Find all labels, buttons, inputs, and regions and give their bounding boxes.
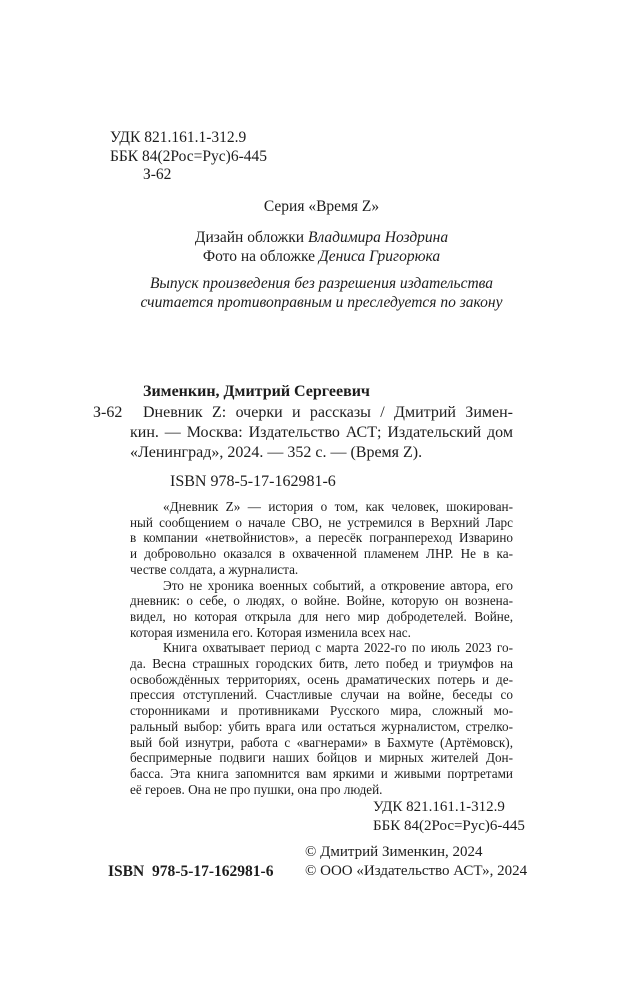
cover-photo-label: Фото на обложке bbox=[202, 248, 319, 265]
text-line: басса. Эта книга запомнится вам яркими и живыми портретами bbox=[130, 765, 513, 781]
isbn-bottom: ISBN 978-5-17-162981-6 bbox=[108, 863, 274, 880]
copyright-author: © Дмитрий Зименкин, 2024 bbox=[305, 844, 483, 860]
text-line: «Ленинград», 2024. — 352 с. — (Время Z). bbox=[130, 444, 423, 461]
cover-design-label: Дизайн обложки bbox=[194, 229, 308, 246]
text-line: ральный выбор: убить врага или остаться журналистом, стрелко- bbox=[130, 718, 513, 734]
text-line: сторонниками и противниками Русского мира, сложный мо- bbox=[130, 703, 513, 719]
bottom-classification-codes bbox=[373, 798, 525, 835]
text-line: и добровольно оказался в охваченной пламенем ЛНР. Не в ка- bbox=[130, 546, 513, 562]
bbk-code: ББК 84(2Рос=Рус)6-445 bbox=[110, 147, 267, 165]
cover-photographer-name: Дениса Григорюка bbox=[318, 248, 441, 265]
legal-notice bbox=[130, 274, 513, 312]
text-line: ный сообщением о начале СВО, не устремился в Верхний Ларс bbox=[130, 514, 513, 530]
text-line: да. Весна страшных городских битв, лето побед и триумфов на bbox=[130, 656, 513, 672]
annotation bbox=[130, 499, 513, 797]
text-line: видел, но которая открыла для него мир добродетелей. Войне, bbox=[130, 608, 513, 624]
cover-design-credit bbox=[130, 228, 513, 247]
author-heading: Зименкин, Дмитрий Сергеевич bbox=[143, 383, 370, 400]
text-line: её героев. Она не про пушки, она про людей. bbox=[130, 781, 383, 797]
catalog-card bbox=[93, 382, 513, 492]
series-title: Серия «Время Z» bbox=[263, 198, 380, 215]
bibliographic-record bbox=[93, 403, 513, 463]
legal-notice-line: считается противоправным и преследуется по закону bbox=[140, 294, 503, 311]
text-line: дневник: о себе, о людях, о войне. Войне, которую он вознена- bbox=[130, 593, 513, 609]
author-sign-code: З-62 bbox=[93, 404, 123, 421]
isbn-catalog: ISBN 978-5-17-162981-6 bbox=[170, 473, 336, 490]
text-line: в компании «нетвойнистов», а пересёк погранпереход Изварино bbox=[130, 530, 513, 546]
copyright-publisher: © ООО «Издательство АСТ», 2024 bbox=[305, 862, 528, 879]
bbk-code: ББК 84(2Рос=Рус)6-445 bbox=[373, 817, 525, 834]
text-line: Это не хроника военных событий, а откровение автора, его bbox=[163, 577, 513, 593]
cover-designer-name: Владимира Ноздрина bbox=[307, 229, 449, 246]
udk-code: УДК 821.161.1-312.9 bbox=[110, 129, 247, 146]
udk-code: УДК 821.161.1-312.9 bbox=[373, 799, 505, 815]
author-sign-code: З-62 bbox=[143, 166, 172, 183]
text-line: Dневник Z: очерки и рассказы / Дмитрий Зимен- bbox=[143, 404, 513, 421]
top-classification-codes bbox=[110, 129, 267, 185]
text-line: кин. — Москва: Издательство АСТ; Издательский дом bbox=[130, 424, 513, 441]
text-line: прессия отступлений. Счастливые случаи на войне, беседы со bbox=[130, 687, 513, 703]
bibliographic-description bbox=[130, 403, 513, 463]
text-line: вый бой изнутри, работа с «вагнерами» в Бахмуте (Артёмовск), bbox=[130, 734, 513, 750]
copyright-block bbox=[305, 843, 527, 880]
text-line: беспримерные подвиги наших бойцов и мирных жителей Дон- bbox=[130, 750, 513, 766]
text-line: честве солдата, а журналиста. bbox=[130, 561, 299, 577]
text-line: «Дневник Z» — история о том, как человек, шокирован- bbox=[163, 499, 513, 514]
text-line: освобождённых территориях, осень драматических потерь и де- bbox=[130, 671, 513, 687]
text-line: которая изменила его. Которая изменила всех нас. bbox=[130, 624, 411, 640]
text-line: Книга охватывает период с марта 2022-го по июль 2023 го- bbox=[163, 640, 513, 656]
cover-photo-credit bbox=[130, 247, 513, 266]
credits bbox=[130, 228, 513, 266]
legal-notice-line: Выпуск произведения без разрешения издательства bbox=[149, 275, 494, 292]
